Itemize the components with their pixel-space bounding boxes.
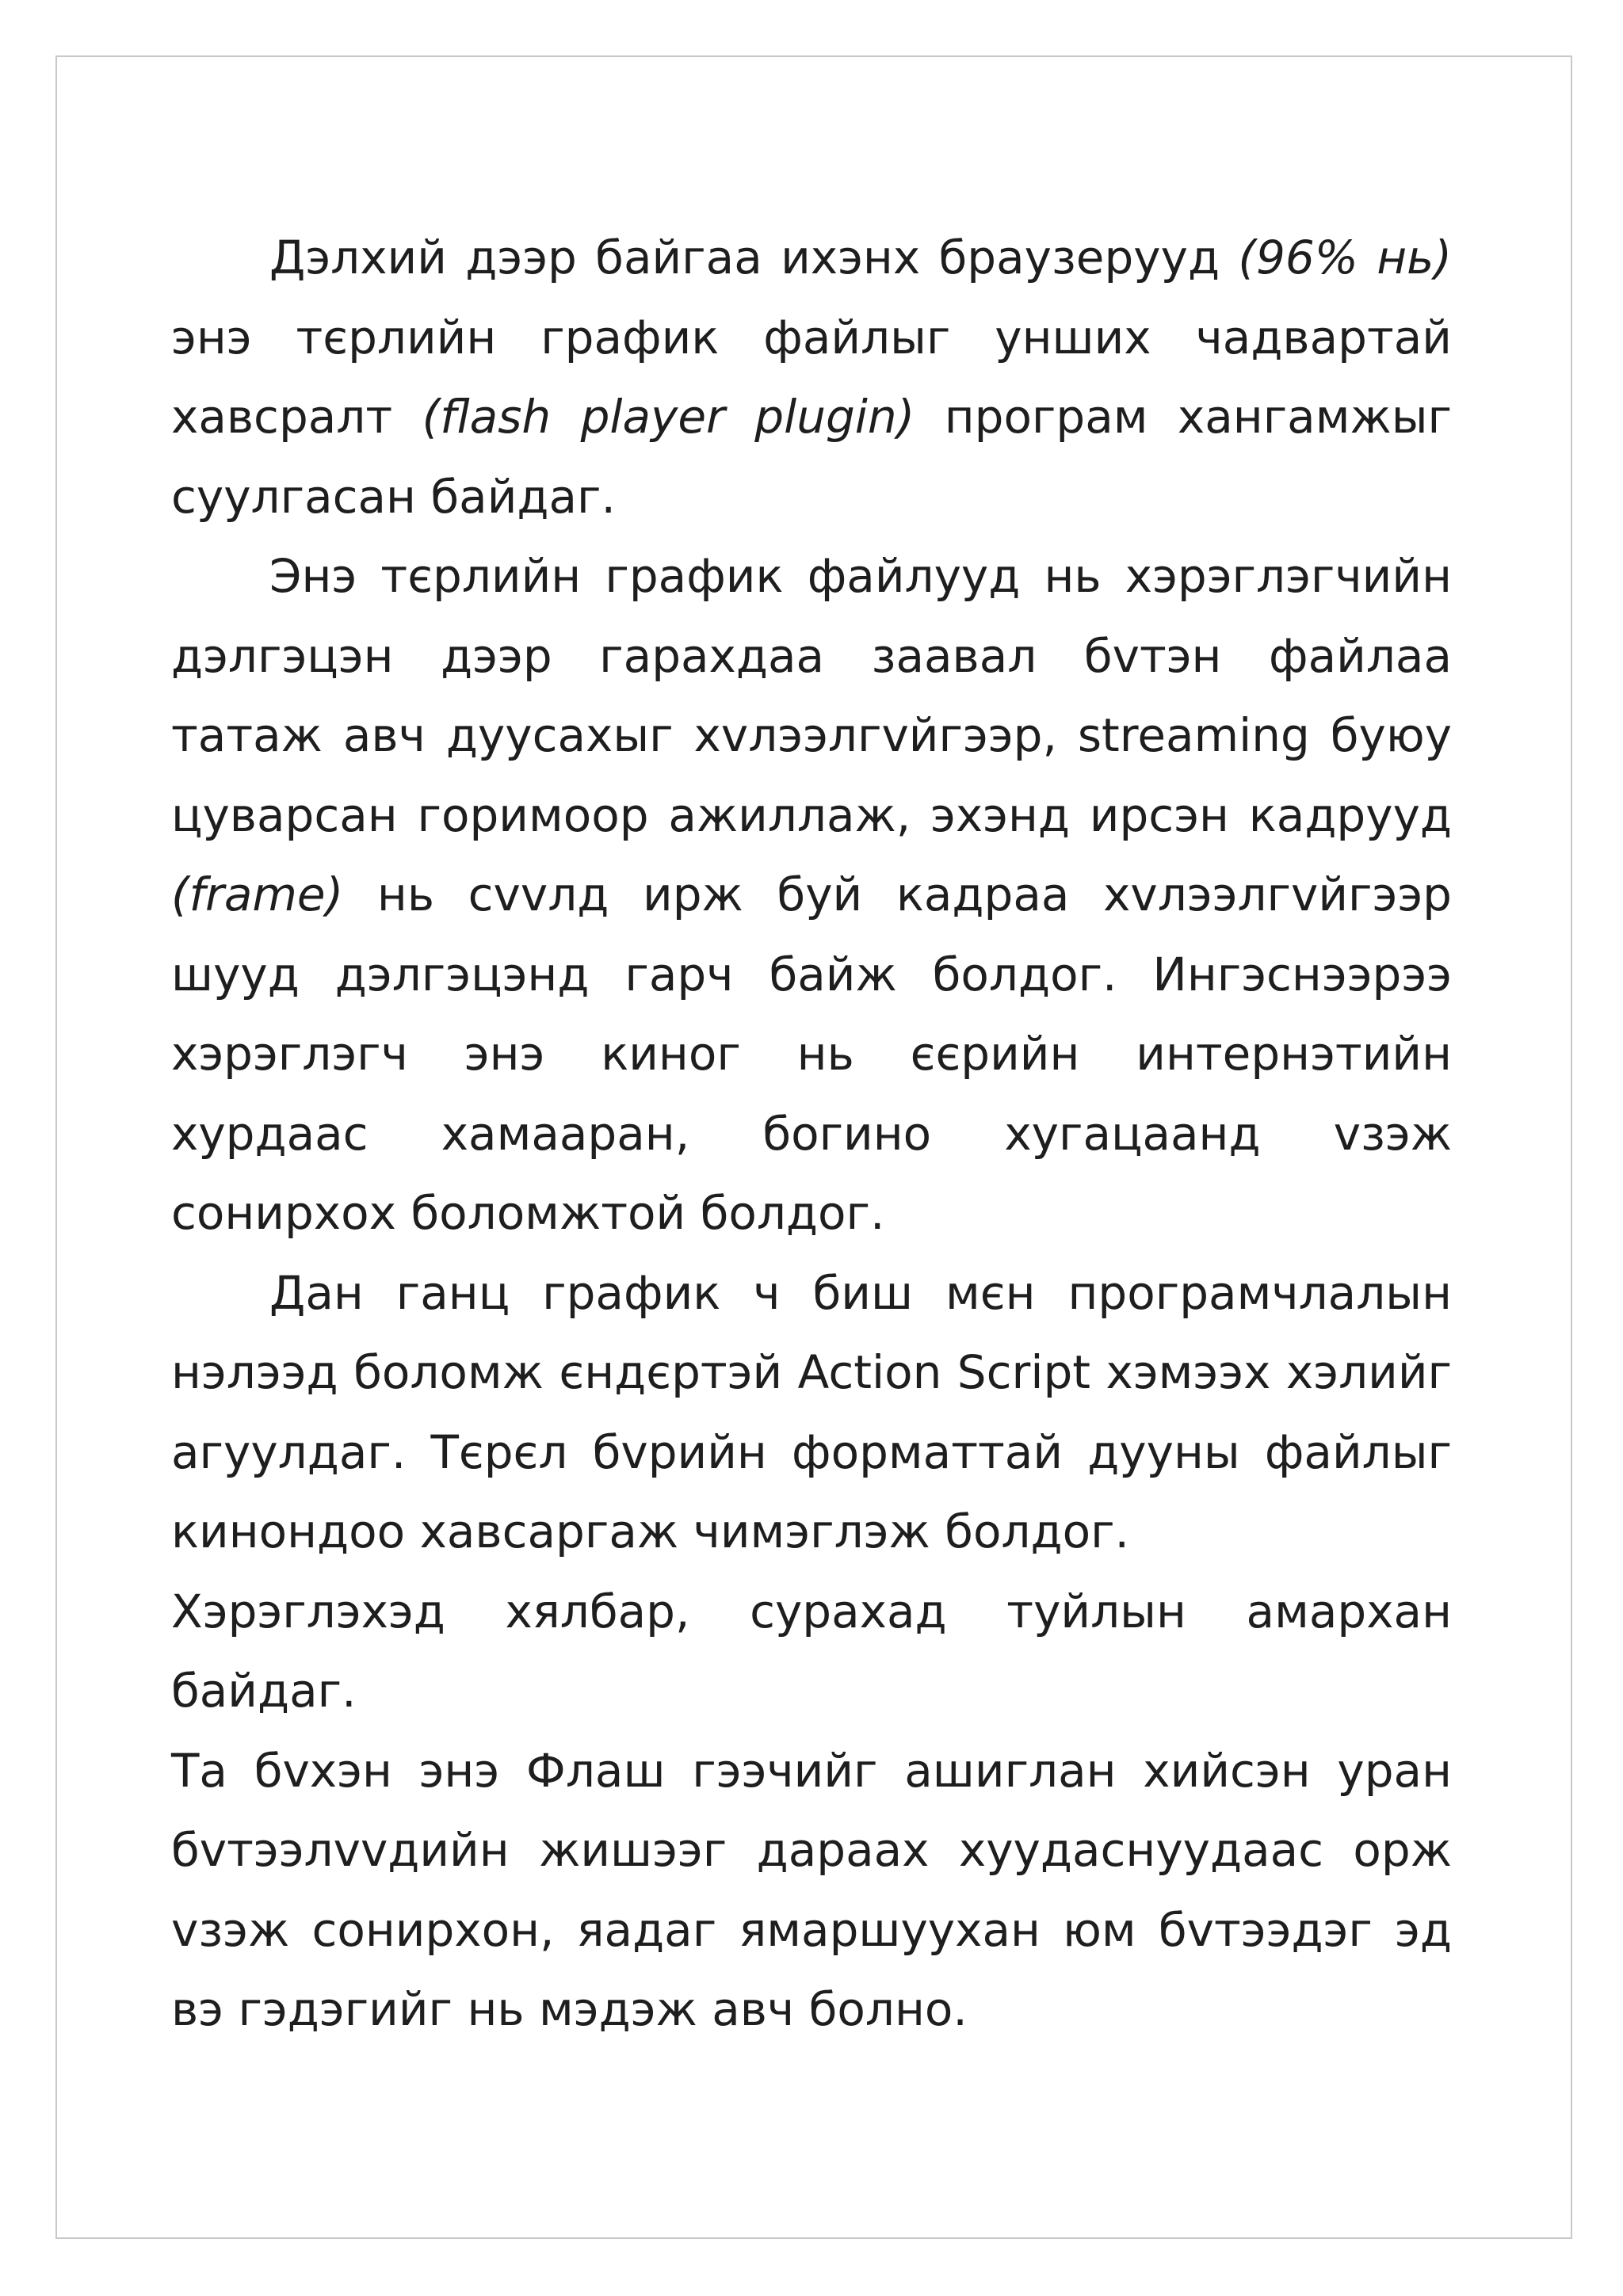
paragraph-1-text-2: энэ тєрлийн график файлыг унших чадвартай хавсралт bbox=[171, 310, 1452, 444]
paragraph-3-text-1: Дан ганц график ч биш мєн програмчлалын нэлээд боломж єндєртэй Action Script хэмээх хэлийг агуулдаг. Тєрєл бvрийн форматтай дууны файлыг кинондоо хавсаргаж чимэглэж болдог. bbox=[171, 1265, 1452, 1558]
paragraph-2 bbox=[171, 536, 1452, 1253]
paragraph-4 bbox=[171, 1572, 1452, 1731]
document-body bbox=[171, 218, 1452, 2050]
paragraph-2-text-2: нь сvvлд ирж буй кадраа хvлээлгvйгээр шууд дэлгэцэнд гарч байж болдог. Ингэснээрээ хэрэглэгч энэ киног нь єєрийн интернэтийн хурдаас хамааран, богино хугацаанд vзэж сонирхох боломжтой болдог. bbox=[171, 868, 1452, 1240]
paragraph-4-text-1: Хэрэглэхэд хялбар, сурахад туйлын амархан байдаг. bbox=[171, 1584, 1452, 1718]
paragraph-3 bbox=[171, 1253, 1452, 1572]
paragraph-1-text-3: програм хангамжыг суулгасан байдаг. bbox=[171, 390, 1452, 524]
paragraph-1-italic-plugin: (flash player plugin) bbox=[422, 390, 915, 444]
paragraph-1-italic-percent: (96% нь) bbox=[1238, 231, 1452, 284]
paragraph-2-text-1: Энэ тєрлийн график файлууд нь хэрэглэгчийн дэлгэцэн дээр гарахдаа заавал бvтэн файлаа татаж авч дуусахыг хvлээлгvйгээр, streaming буюу цуварсан горимоор ажиллаж, эхэнд ирсэн кадрууд bbox=[171, 549, 1452, 842]
paragraph-1 bbox=[171, 218, 1452, 536]
paragraph-5-text-1: Та бvхэн энэ Флаш гээчийг ашиглан хийсэн уран бvтээлvvдийн жишээг дараах хуудаснуудаас орж vзэж сонирхон, яадаг ямаршуухан юм бvтээдэг эд вэ гэдэгийг нь мэдэж авч болно. bbox=[171, 1743, 1452, 2036]
paragraph-5 bbox=[171, 1731, 1452, 2050]
paragraph-1-text-1: Дэлхий дээр байгаа ихэнх браузерууд bbox=[269, 231, 1239, 284]
paragraph-2-italic-frame: (frame) bbox=[171, 868, 344, 921]
